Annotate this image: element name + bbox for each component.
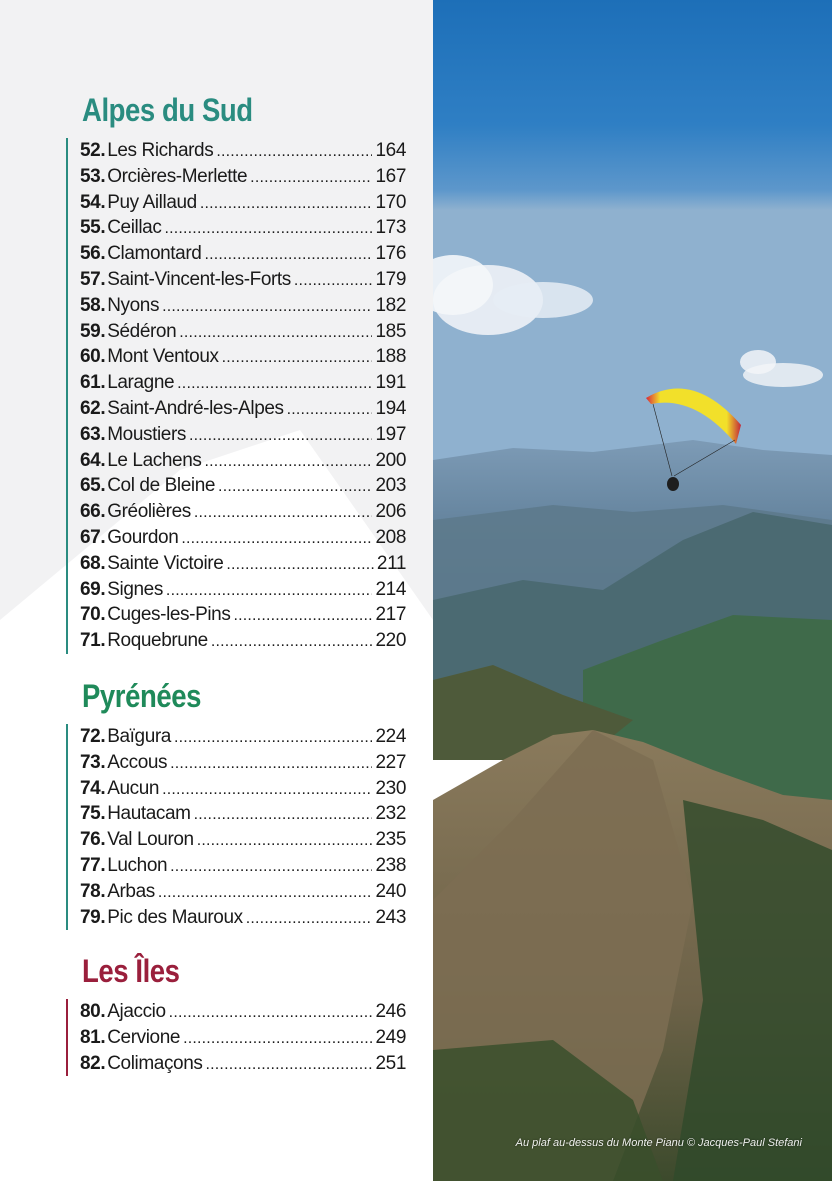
toc-entry xyxy=(80,473,406,499)
toc-entry xyxy=(80,370,406,396)
toc-entry xyxy=(80,905,406,931)
entry-page-number: 246 xyxy=(375,1001,406,1022)
dot-leader xyxy=(222,345,373,371)
toc-entry xyxy=(80,525,406,551)
dot-leader xyxy=(183,1026,372,1052)
entry-name: Moustiers xyxy=(107,423,186,445)
entry-name: Signes xyxy=(107,578,163,600)
entry-number: 58. xyxy=(80,294,106,316)
entry-name: Arbas xyxy=(107,880,155,902)
entry-page-number: 208 xyxy=(375,526,406,548)
entry-page-number: 240 xyxy=(375,880,406,902)
entry-number: 79. xyxy=(80,906,106,928)
toc-entry xyxy=(80,1025,406,1051)
dot-leader xyxy=(218,474,372,500)
entry-number: 68. xyxy=(80,552,106,574)
dot-leader xyxy=(189,423,373,449)
entry-page-number: 197 xyxy=(375,423,406,445)
entry-page-number: 211 xyxy=(376,552,406,574)
entry-name: Gourdon xyxy=(107,526,179,548)
toc-entry xyxy=(80,879,406,905)
entry-page-number: 232 xyxy=(375,803,406,825)
entry-name: Les Richards xyxy=(107,140,214,161)
entry-name: Cervione xyxy=(107,1026,181,1048)
entry-name: Ajaccio xyxy=(107,1001,166,1022)
entry-number: 75. xyxy=(80,803,106,825)
entry-page-number: 220 xyxy=(375,630,406,652)
entry-page-number: 227 xyxy=(375,751,406,773)
dot-leader xyxy=(166,578,373,604)
entry-page-number: 167 xyxy=(375,165,406,187)
entry-number: 52. xyxy=(80,140,106,161)
toc-entry xyxy=(80,267,406,293)
entry-page-number: 238 xyxy=(375,854,406,876)
entry-page-number: 164 xyxy=(375,140,406,161)
toc-entry xyxy=(80,164,406,190)
entry-number: 76. xyxy=(80,829,106,851)
entry-name: Laragne xyxy=(107,372,175,394)
toc-entry xyxy=(80,551,406,577)
section-alpes-du-sud xyxy=(66,92,406,654)
dot-leader xyxy=(294,268,373,294)
section-title: Alpes du Sud xyxy=(82,92,253,128)
entry-number: 71. xyxy=(80,630,106,652)
entry-name: Aucun xyxy=(107,777,160,799)
entry-page-number: 200 xyxy=(375,449,406,471)
entry-number: 55. xyxy=(80,217,106,239)
entry-page-number: 194 xyxy=(375,397,406,419)
dot-leader xyxy=(162,294,372,320)
entry-list xyxy=(66,724,406,930)
entry-name: Ceillac xyxy=(107,217,162,239)
toc-entry xyxy=(80,422,406,448)
entry-number: 81. xyxy=(80,1026,106,1048)
toc-entry xyxy=(80,138,406,164)
entry-name: Luchon xyxy=(107,854,168,876)
toc-entry xyxy=(80,241,406,267)
entry-number: 65. xyxy=(80,475,106,497)
dot-leader xyxy=(169,1000,373,1026)
dot-leader xyxy=(250,165,372,191)
dot-leader xyxy=(174,725,373,751)
entry-number: 69. xyxy=(80,578,106,600)
dot-leader xyxy=(200,191,373,217)
entry-number: 74. xyxy=(80,777,106,799)
entry-page-number: 203 xyxy=(375,475,406,497)
entry-page-number: 179 xyxy=(375,268,406,290)
toc-entry xyxy=(80,776,406,802)
toc-entry xyxy=(80,215,406,241)
entry-name: Baïgura xyxy=(107,726,171,747)
entry-number: 64. xyxy=(80,449,106,471)
dot-leader xyxy=(162,777,372,803)
entry-name: Nyons xyxy=(107,294,160,316)
toc-entry xyxy=(80,577,406,603)
entry-number: 72. xyxy=(80,726,106,747)
entry-name: Puy Aillaud xyxy=(107,191,197,213)
entry-page-number: 217 xyxy=(375,604,406,626)
dot-leader xyxy=(211,629,373,655)
entry-name: Saint-André-les-Alpes xyxy=(107,397,284,419)
entry-name: Val Louron xyxy=(107,829,194,851)
entry-number: 70. xyxy=(80,604,106,626)
entry-number: 62. xyxy=(80,397,106,419)
entry-name: Pic des Mauroux xyxy=(107,906,243,928)
dot-leader xyxy=(164,216,372,242)
landscape-image xyxy=(433,0,832,1181)
entry-name: Gréolières xyxy=(107,501,191,523)
entry-list xyxy=(66,138,406,654)
entry-page-number: 170 xyxy=(375,191,406,213)
dot-leader xyxy=(204,242,372,268)
toc-entry xyxy=(80,190,406,216)
entry-number: 67. xyxy=(80,526,106,548)
entry-number: 66. xyxy=(80,501,106,523)
entry-page-number: 230 xyxy=(375,777,406,799)
entry-page-number: 251 xyxy=(375,1052,406,1074)
dot-leader xyxy=(170,854,372,880)
entry-number: 80. xyxy=(80,1001,106,1022)
entry-page-number: 173 xyxy=(375,217,406,239)
section-title: Pyrénées xyxy=(82,678,201,714)
toc-entry xyxy=(80,1051,406,1077)
dot-leader xyxy=(179,320,372,346)
entry-page-number: 188 xyxy=(375,346,406,368)
dot-leader xyxy=(246,906,373,932)
dot-leader xyxy=(287,397,373,423)
entry-name: Colimaçons xyxy=(107,1052,203,1074)
entry-name: Cuges-les-Pins xyxy=(107,604,231,626)
entry-page-number: 191 xyxy=(375,372,406,394)
entry-name: Col de Bleine xyxy=(107,475,216,497)
entry-page-number: 243 xyxy=(375,906,406,928)
toc-entry xyxy=(80,999,406,1025)
entry-page-number: 214 xyxy=(375,578,406,600)
section-pyrenees xyxy=(66,678,406,930)
entry-number: 53. xyxy=(80,165,106,187)
section-title: Les Îles xyxy=(82,953,180,989)
dot-leader xyxy=(216,139,372,165)
dot-leader xyxy=(233,603,372,629)
entry-page-number: 176 xyxy=(375,243,406,265)
entry-page-number: 249 xyxy=(375,1026,406,1048)
dot-leader xyxy=(194,500,373,526)
toc-entry xyxy=(80,499,406,525)
entry-name: Saint-Vincent-les-Forts xyxy=(107,268,291,290)
dot-leader xyxy=(197,828,373,854)
toc-entry xyxy=(80,724,406,750)
entry-number: 61. xyxy=(80,372,106,394)
dot-leader xyxy=(205,1052,372,1078)
dot-leader xyxy=(181,526,372,552)
toc-entry xyxy=(80,602,406,628)
toc-entry xyxy=(80,319,406,345)
toc-entry xyxy=(80,827,406,853)
entry-number: 63. xyxy=(80,423,106,445)
toc-entry xyxy=(80,750,406,776)
entry-number: 59. xyxy=(80,320,106,342)
entry-page-number: 182 xyxy=(375,294,406,316)
entry-name: Accous xyxy=(107,751,168,773)
toc-entry xyxy=(80,396,406,422)
toc-entry xyxy=(80,801,406,827)
entry-number: 78. xyxy=(80,880,106,902)
photo-caption: Au plaf au-dessus du Monte Pianu © Jacques-Paul Stefani xyxy=(515,1137,802,1149)
entry-name: Hautacam xyxy=(107,803,191,825)
entry-name: Clamontard xyxy=(107,243,202,265)
dot-leader xyxy=(226,552,374,578)
section-les-iles xyxy=(66,953,406,1076)
entry-name: Sédéron xyxy=(107,320,177,342)
toc-entry xyxy=(80,628,406,654)
dot-leader xyxy=(158,880,373,906)
toc-entry xyxy=(80,448,406,474)
entry-number: 56. xyxy=(80,243,106,265)
entry-number: 60. xyxy=(80,346,106,368)
entry-list xyxy=(66,999,406,1076)
entry-number: 77. xyxy=(80,854,106,876)
entry-number: 54. xyxy=(80,191,106,213)
entry-name: Le Lachens xyxy=(107,449,202,471)
toc-entry xyxy=(80,853,406,879)
entry-number: 73. xyxy=(80,751,106,773)
dot-leader xyxy=(194,802,373,828)
toc-entry xyxy=(80,293,406,319)
entry-name: Roquebrune xyxy=(107,630,208,652)
entry-name: Sainte Victoire xyxy=(107,552,224,574)
paraglider-photo xyxy=(433,0,832,1181)
entry-number: 57. xyxy=(80,268,106,290)
entry-page-number: 235 xyxy=(375,829,406,851)
entry-page-number: 185 xyxy=(375,320,406,342)
entry-name: Orcières-Merlette xyxy=(107,165,248,187)
entry-page-number: 224 xyxy=(375,726,406,747)
entry-number: 82. xyxy=(80,1052,106,1074)
entry-page-number: 206 xyxy=(375,501,406,523)
dot-leader xyxy=(177,371,372,397)
dot-leader xyxy=(170,751,372,777)
toc-entry xyxy=(80,344,406,370)
entry-name: Mont Ventoux xyxy=(107,346,219,368)
dot-leader xyxy=(204,449,372,475)
